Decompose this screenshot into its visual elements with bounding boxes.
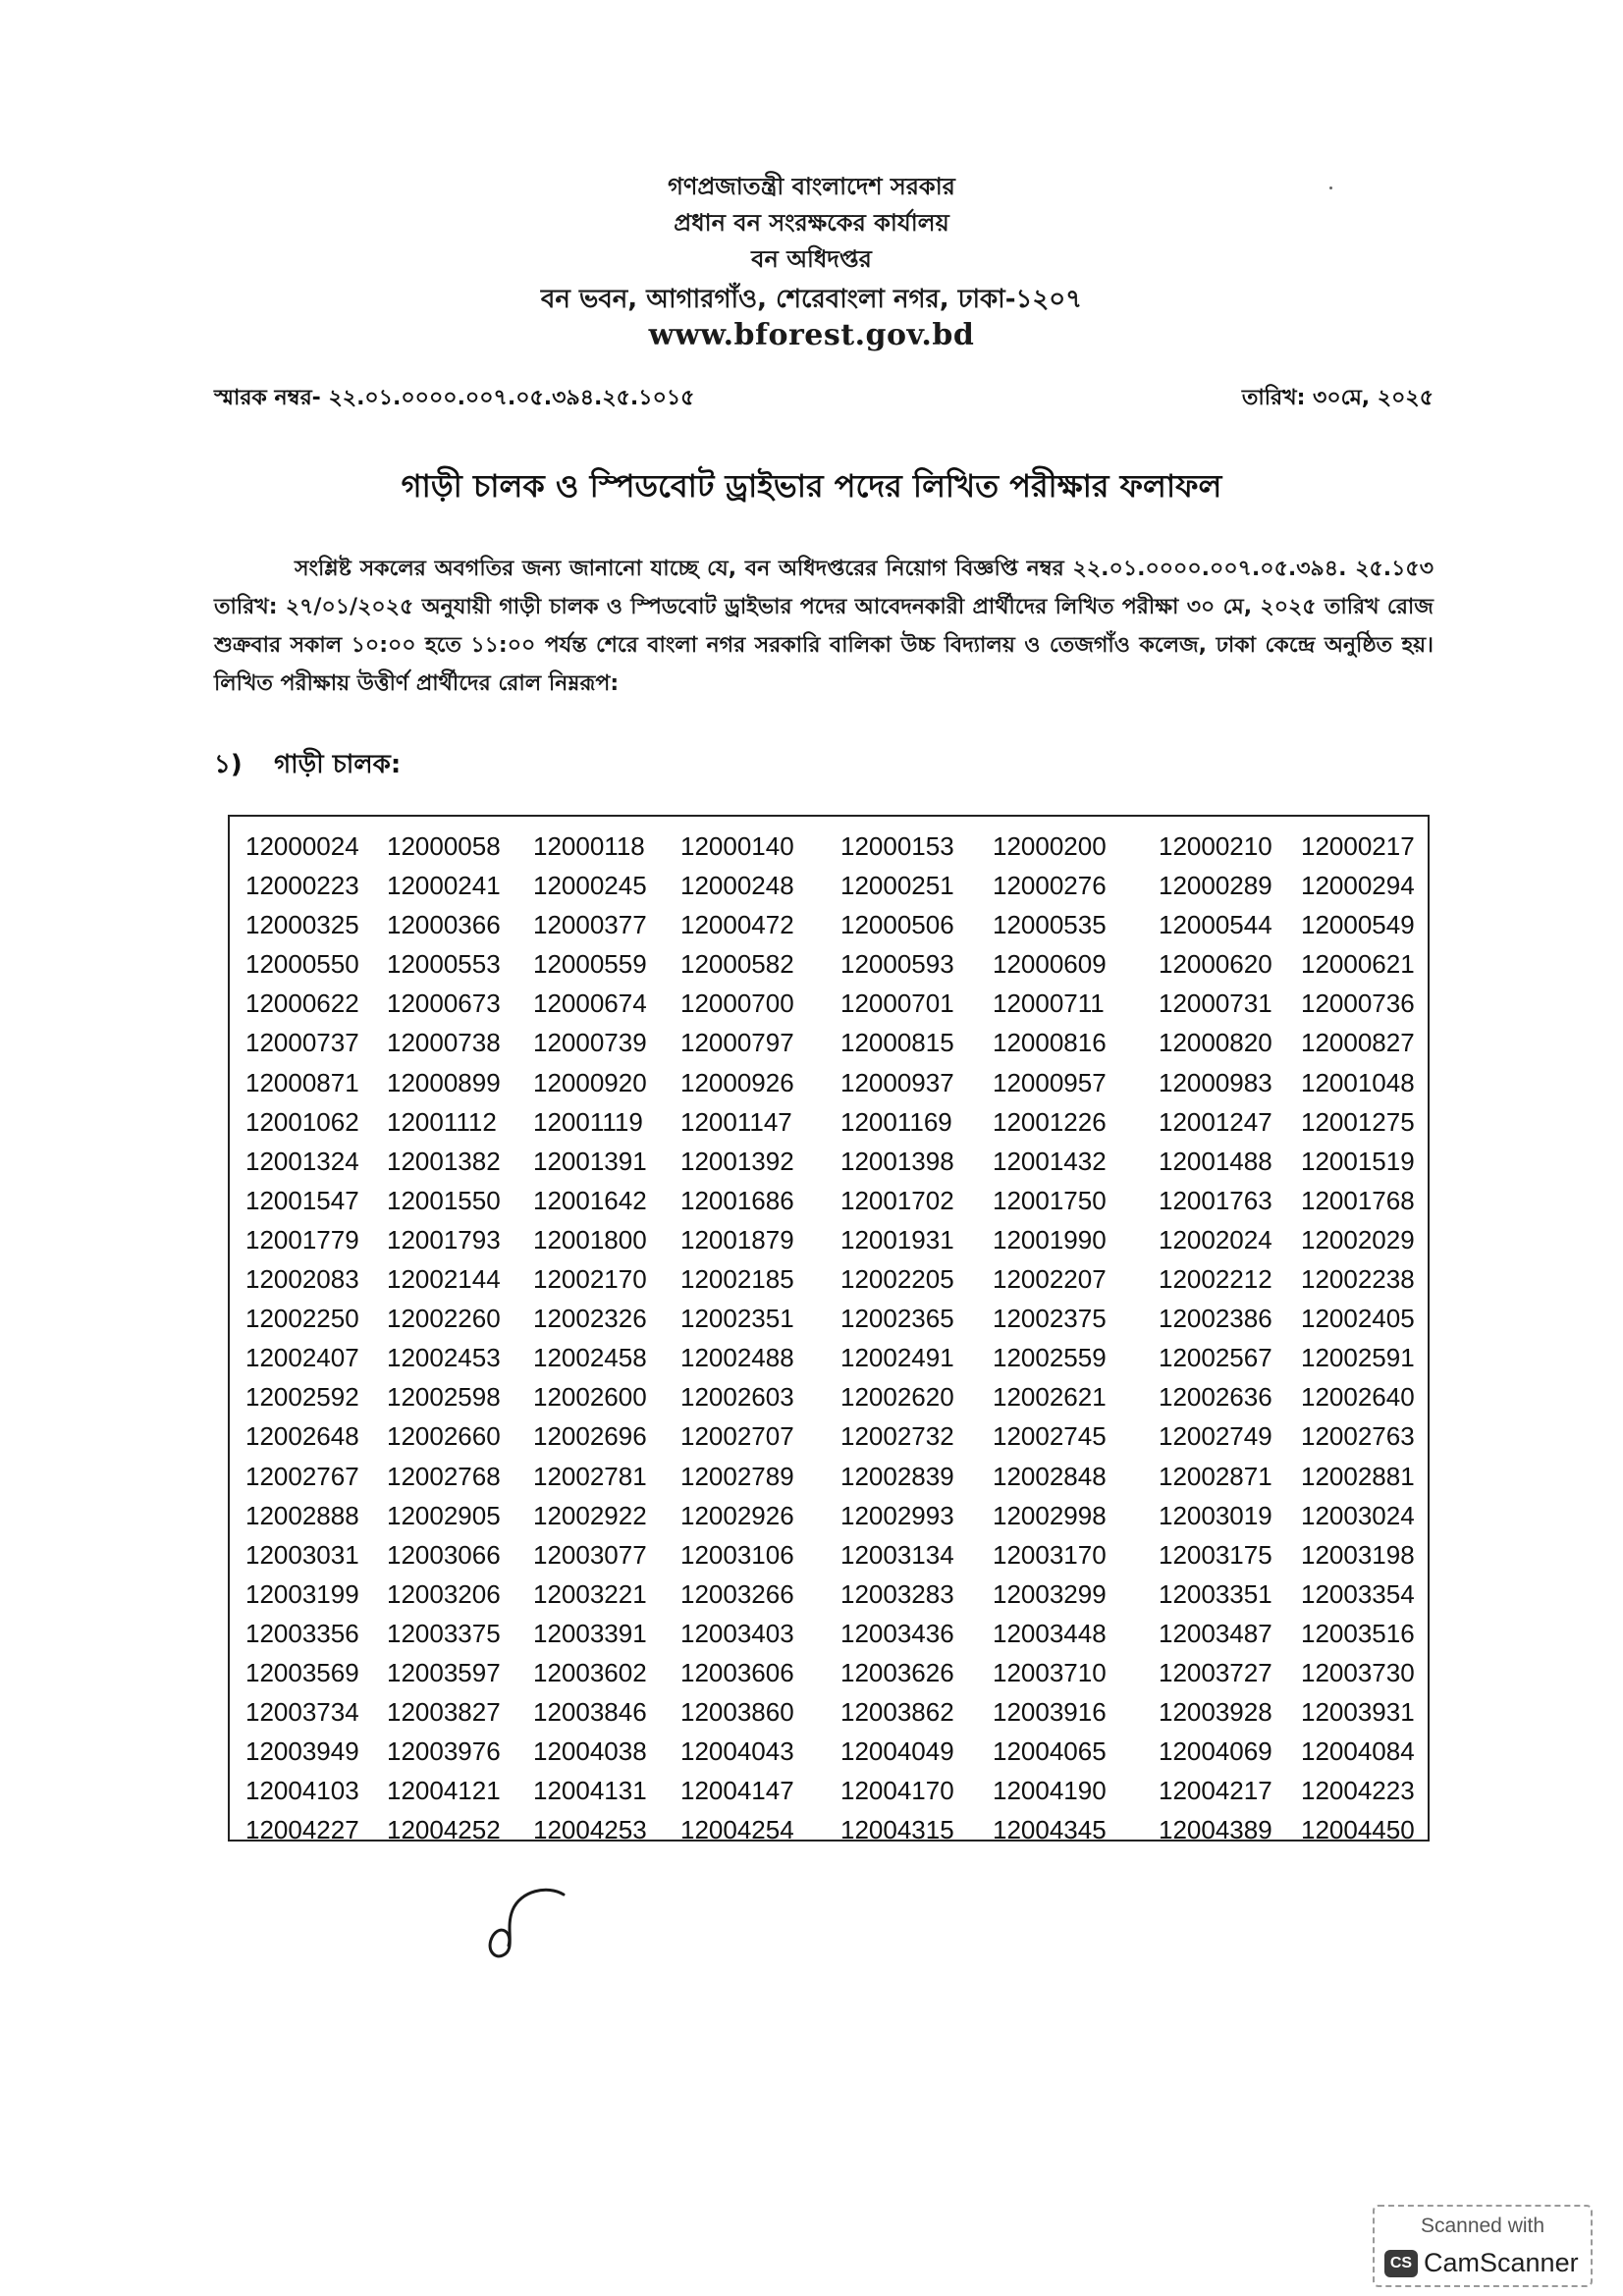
header-government-name: গণপ্রজাতন্ত্রী বাংলাদেশ সরকার <box>668 173 955 200</box>
roll-numbers-table <box>228 815 1430 1845</box>
roll-number-cell: 12004049 <box>840 1736 954 1767</box>
roll-number-cell: 12001793 <box>387 1224 501 1255</box>
roll-number-cell: 12000366 <box>387 910 501 940</box>
roll-number-cell: 12002600 <box>533 1382 647 1413</box>
roll-number-cell: 12004252 <box>387 1815 501 1845</box>
roll-number-cell: 12002993 <box>840 1500 954 1530</box>
roll-number-cell: 12000871 <box>245 1067 359 1097</box>
roll-number-cell: 12004227 <box>245 1815 359 1845</box>
roll-number-cell: 12003283 <box>840 1578 954 1609</box>
roll-number-cell: 12000701 <box>840 988 954 1019</box>
header-address: বন ভবন, আগারগাঁও, শেরেবাংলা নগর, ঢাকা-১২০৭ <box>540 285 1083 314</box>
roll-number-cell: 12004084 <box>1301 1736 1415 1767</box>
header-department-name: বন অধিদপ্তর <box>751 245 872 273</box>
roll-number-cell: 12002660 <box>387 1421 501 1452</box>
roll-number-cell: 12002732 <box>840 1421 954 1452</box>
roll-number-cell: 12002386 <box>1159 1304 1272 1334</box>
roll-number-cell: 12003931 <box>1301 1697 1415 1728</box>
section-label: গাড়ী চালক: <box>274 750 402 779</box>
roll-number-cell: 12003403 <box>680 1618 794 1648</box>
roll-number-cell: 12001048 <box>1301 1067 1415 1097</box>
roll-number-cell: 12000736 <box>1301 988 1415 1019</box>
roll-number-cell: 12002598 <box>387 1382 501 1413</box>
roll-number-cell: 12001931 <box>840 1224 954 1255</box>
roll-number-cell: 12000937 <box>840 1067 954 1097</box>
roll-number-cell: 12003597 <box>387 1657 501 1687</box>
roll-number-cell: 12004217 <box>1159 1776 1272 1806</box>
roll-number-cell: 12004170 <box>840 1776 954 1806</box>
roll-number-cell: 12000549 <box>1301 910 1415 940</box>
roll-number-cell: 12001879 <box>680 1224 794 1255</box>
roll-number-cell: 12002170 <box>533 1264 647 1295</box>
roll-number-cell: 12002881 <box>1301 1461 1415 1491</box>
roll-number-cell: 12002351 <box>680 1304 794 1334</box>
roll-number-cell: 12002848 <box>993 1461 1107 1491</box>
roll-number-cell: 12000620 <box>1159 949 1272 980</box>
roll-number-cell: 12002707 <box>680 1421 794 1452</box>
roll-number-cell: 12001392 <box>680 1146 794 1176</box>
roll-number-cell: 12000245 <box>533 871 647 901</box>
roll-number-cell: 12000472 <box>680 910 794 940</box>
roll-number-cell: 12002375 <box>993 1304 1107 1334</box>
roll-number-cell: 12002185 <box>680 1264 794 1295</box>
roll-number-cell: 12002620 <box>840 1382 954 1413</box>
roll-number-cell: 12002567 <box>1159 1343 1272 1373</box>
roll-number-cell: 12004389 <box>1159 1815 1272 1845</box>
roll-number-cell: 12001547 <box>245 1185 359 1215</box>
roll-number-cell: 12002871 <box>1159 1461 1272 1491</box>
roll-number-cell: 12002559 <box>993 1343 1107 1373</box>
roll-number-cell: 12003860 <box>680 1697 794 1728</box>
roll-number-cell: 12000827 <box>1301 1028 1415 1058</box>
roll-numbers-grid <box>245 827 1424 1849</box>
roll-number-cell: 12003024 <box>1301 1500 1415 1530</box>
roll-number-cell: 12000737 <box>245 1028 359 1058</box>
roll-number-cell: 12002745 <box>993 1421 1107 1452</box>
roll-number-cell: 12001391 <box>533 1146 647 1176</box>
roll-number-cell: 12002207 <box>993 1264 1107 1295</box>
roll-number-cell: 12004315 <box>840 1815 954 1845</box>
roll-number-cell: 12003516 <box>1301 1618 1415 1648</box>
roll-number-cell: 12002636 <box>1159 1382 1272 1413</box>
roll-number-cell: 12000118 <box>533 831 645 861</box>
roll-number-cell: 12004065 <box>993 1736 1107 1767</box>
roll-number-cell: 12002749 <box>1159 1421 1272 1452</box>
roll-number-cell: 12002888 <box>245 1500 359 1530</box>
roll-number-cell: 12004043 <box>680 1736 794 1767</box>
roll-number-cell: 12001768 <box>1301 1185 1415 1215</box>
memo-date: তারিখ: ৩০মে, ২০২৫ <box>1241 386 1434 410</box>
roll-number-cell: 12003106 <box>680 1539 794 1570</box>
roll-number-cell: 12002488 <box>680 1343 794 1373</box>
roll-number-cell: 12002922 <box>533 1500 647 1530</box>
roll-number-cell: 12002212 <box>1159 1264 1272 1295</box>
roll-number-cell: 12000593 <box>840 949 954 980</box>
roll-number-cell: 12003487 <box>1159 1618 1272 1648</box>
roll-number-cell: 12003949 <box>245 1736 359 1767</box>
roll-number-cell: 12001382 <box>387 1146 501 1176</box>
roll-number-cell: 12000738 <box>387 1028 501 1058</box>
roll-number-cell: 12000816 <box>993 1028 1107 1058</box>
roll-number-cell: 12003846 <box>533 1697 647 1728</box>
roll-number-cell: 12003221 <box>533 1578 647 1609</box>
roll-number-cell: 12000325 <box>245 910 359 940</box>
roll-number-cell: 12000673 <box>387 988 501 1019</box>
roll-number-cell: 12000140 <box>680 831 794 861</box>
roll-number-cell: 12003569 <box>245 1657 359 1687</box>
roll-number-cell: 12000223 <box>245 871 359 901</box>
roll-number-cell: 12002405 <box>1301 1304 1415 1334</box>
roll-number-cell: 12000535 <box>993 910 1107 940</box>
roll-number-cell: 12000815 <box>840 1028 954 1058</box>
roll-number-cell: 12003170 <box>993 1539 1107 1570</box>
roll-number-cell: 12002767 <box>245 1461 359 1491</box>
roll-number-cell: 12001147 <box>680 1106 792 1137</box>
roll-number-cell: 12002024 <box>1159 1224 1272 1255</box>
roll-number-cell: 12000241 <box>387 871 501 901</box>
roll-number-cell: 12001800 <box>533 1224 647 1255</box>
roll-number-cell: 12003916 <box>993 1697 1107 1728</box>
roll-number-cell: 12003602 <box>533 1657 647 1687</box>
section-number: ১) <box>214 750 243 779</box>
document-title: গাড়ী চালক ও স্পিডবোট ড্রাইভার পদের লিখিত পরীক্ষার ফলাফল <box>401 467 1222 505</box>
roll-number-cell: 12003827 <box>387 1697 501 1728</box>
roll-number-cell: 12004254 <box>680 1815 794 1845</box>
roll-number-cell: 12000553 <box>387 949 501 980</box>
roll-number-cell: 12001324 <box>245 1146 359 1176</box>
roll-number-cell: 12000248 <box>680 871 794 901</box>
roll-number-cell: 12002205 <box>840 1264 954 1295</box>
roll-number-cell: 12002238 <box>1301 1264 1415 1295</box>
roll-number-cell: 12001642 <box>533 1185 647 1215</box>
roll-number-cell: 12002768 <box>387 1461 501 1491</box>
roll-number-cell: 12004069 <box>1159 1736 1272 1767</box>
roll-number-cell: 12002926 <box>680 1500 794 1530</box>
roll-number-cell: 12002458 <box>533 1343 647 1373</box>
roll-number-cell: 12000294 <box>1301 871 1415 901</box>
handwritten-signature <box>479 1881 587 1973</box>
roll-number-cell: 12002648 <box>245 1421 359 1452</box>
roll-number-cell: 12000200 <box>993 831 1107 861</box>
roll-number-cell: 12002696 <box>533 1421 647 1452</box>
roll-number-cell: 12003299 <box>993 1578 1107 1609</box>
roll-number-cell: 12003066 <box>387 1539 501 1570</box>
roll-number-cell: 12000739 <box>533 1028 647 1058</box>
roll-number-cell: 12001275 <box>1301 1106 1415 1137</box>
roll-number-cell: 12003928 <box>1159 1697 1272 1728</box>
roll-number-cell: 12003626 <box>840 1657 954 1687</box>
roll-number-cell: 12003356 <box>245 1618 359 1648</box>
section-heading <box>214 744 401 787</box>
roll-number-cell: 12001169 <box>840 1106 952 1137</box>
roll-number-cell: 12000210 <box>1159 831 1272 861</box>
roll-number-cell: 12002260 <box>387 1304 501 1334</box>
roll-number-cell: 12004190 <box>993 1776 1107 1806</box>
memo-number: স্মারক নম্বর- ২২.০১.০০০০.০০৭.০৫.৩৯৪.২৫.১০১৫ <box>214 386 695 410</box>
roll-number-cell: 12002839 <box>840 1461 954 1491</box>
roll-number-cell: 12003077 <box>533 1539 647 1570</box>
roll-number-cell: 12001779 <box>245 1224 359 1255</box>
roll-number-cell: 12003976 <box>387 1736 501 1767</box>
roll-number-cell: 12003198 <box>1301 1539 1415 1570</box>
roll-number-cell: 12002365 <box>840 1304 954 1334</box>
header-office-name: প্রধান বন সংরক্ষকের কার্যালয় <box>674 209 949 237</box>
roll-number-cell: 12000544 <box>1159 910 1272 940</box>
roll-number-cell: 12002491 <box>840 1343 954 1373</box>
roll-number-cell: 12003266 <box>680 1578 794 1609</box>
roll-number-cell: 12002407 <box>245 1343 359 1373</box>
roll-number-cell: 12001398 <box>840 1146 954 1176</box>
roll-number-cell: 12003734 <box>245 1697 359 1728</box>
roll-number-cell: 12003862 <box>840 1697 954 1728</box>
roll-number-cell: 12000024 <box>245 831 359 861</box>
roll-number-cell: 12000506 <box>840 910 954 940</box>
roll-number-cell: 12001112 <box>387 1106 497 1137</box>
roll-number-cell: 12004345 <box>993 1815 1107 1845</box>
roll-number-cell: 12003175 <box>1159 1539 1272 1570</box>
roll-number-cell: 12002453 <box>387 1343 501 1373</box>
roll-number-cell: 12002763 <box>1301 1421 1415 1452</box>
roll-number-cell: 12002603 <box>680 1382 794 1413</box>
roll-number-cell: 12002592 <box>245 1382 359 1413</box>
roll-number-cell: 12000289 <box>1159 871 1272 901</box>
roll-number-cell: 12000276 <box>993 871 1107 901</box>
roll-number-cell: 12000153 <box>840 831 954 861</box>
roll-number-cell: 12003031 <box>245 1539 359 1570</box>
roll-number-cell: 12002621 <box>993 1382 1107 1413</box>
camscanner-logo-icon: CS <box>1384 2250 1418 2277</box>
scanned-with-text: Scanned with <box>1420 2215 1545 2237</box>
roll-number-cell: 12000550 <box>245 949 359 980</box>
roll-number-cell: 12000711 <box>993 988 1105 1019</box>
roll-number-cell: 12003019 <box>1159 1500 1272 1530</box>
roll-number-cell: 12002591 <box>1301 1343 1415 1373</box>
roll-number-cell: 12002083 <box>245 1264 359 1295</box>
roll-number-cell: 12003436 <box>840 1618 954 1648</box>
roll-number-cell: 12000820 <box>1159 1028 1272 1058</box>
roll-number-cell: 12001686 <box>680 1185 794 1215</box>
roll-number-cell: 12002998 <box>993 1500 1107 1530</box>
roll-number-cell: 12001488 <box>1159 1146 1272 1176</box>
roll-number-cell: 12004131 <box>533 1776 647 1806</box>
roll-number-cell: 12004253 <box>533 1815 647 1845</box>
camscanner-watermark <box>1373 2205 1593 2287</box>
roll-number-cell: 12000700 <box>680 988 794 1019</box>
roll-number-cell: 12003354 <box>1301 1578 1415 1609</box>
roll-number-cell: 12001226 <box>993 1106 1107 1137</box>
roll-number-cell: 12002326 <box>533 1304 647 1334</box>
roll-number-cell: 12001750 <box>993 1185 1107 1215</box>
roll-number-cell: 12003134 <box>840 1539 954 1570</box>
roll-number-cell: 12000899 <box>387 1067 501 1097</box>
roll-number-cell: 12000377 <box>533 910 647 940</box>
roll-number-cell: 12000058 <box>387 831 501 861</box>
roll-number-cell: 12003448 <box>993 1618 1107 1648</box>
roll-number-cell: 12003606 <box>680 1657 794 1687</box>
roll-number-cell: 12000217 <box>1301 831 1415 861</box>
body-paragraph: সংশ্লিষ্ট সকলের অবগতির জন্য জানানো যাচ্ছে যে, বন অধিদপ্তরের নিয়োগ বিজ্ঞপ্তি নম্বর ২২.০১.০০০০.০০৭.০৫.৩৯৪. ২৫.১৫৩ তারিখ: ২৭/০১/২০২৫ অনুযায়ী গাড়ী চালক ও স্পিডবোট ড্রাইভার পদের আবেদনকারী প্রার্থীদের লিখিত পরীক্ষা ৩০ মে, ২০২৫ তারিখ রোজ শুক্রবার সকাল ১০:০০ হতে ১১:০০ পর্যন্ত শেরে বাংলা নগর সরকারি বালিকা উচ্চ বিদ্যালয় ও তেজগাঁও কলেজ, ঢাকা কেন্দ্রে অনুষ্ঠিত হয়। লিখিত পরীক্ষায় উত্তীর্ণ প্রার্থীদের রোল নিম্নরূপ: <box>214 557 1434 696</box>
roll-number-cell: 12000926 <box>680 1067 794 1097</box>
roll-number-cell: 12001763 <box>1159 1185 1272 1215</box>
roll-number-cell: 12003351 <box>1159 1578 1272 1609</box>
roll-number-cell: 12000983 <box>1159 1067 1272 1097</box>
roll-number-cell: 12000621 <box>1301 949 1415 980</box>
roll-number-cell: 12000797 <box>680 1028 794 1058</box>
roll-number-cell: 12003727 <box>1159 1657 1272 1687</box>
roll-number-cell: 12000582 <box>680 949 794 980</box>
roll-number-cell: 12002789 <box>680 1461 794 1491</box>
roll-number-cell: 12004223 <box>1301 1776 1415 1806</box>
roll-number-cell: 12000609 <box>993 949 1107 980</box>
roll-number-cell: 12004103 <box>245 1776 359 1806</box>
roll-number-cell: 12003375 <box>387 1618 501 1648</box>
roll-number-cell: 12003391 <box>533 1618 647 1648</box>
roll-number-cell: 12003730 <box>1301 1657 1415 1687</box>
roll-number-cell: 12002640 <box>1301 1382 1415 1413</box>
roll-number-cell: 12003710 <box>993 1657 1107 1687</box>
roll-number-cell: 12001247 <box>1159 1106 1272 1137</box>
roll-number-cell: 12000957 <box>993 1067 1107 1097</box>
roll-number-cell: 12004121 <box>387 1776 501 1806</box>
roll-number-cell: 12001702 <box>840 1185 954 1215</box>
roll-number-cell: 12003199 <box>245 1578 359 1609</box>
roll-number-cell: 12001119 <box>533 1106 643 1137</box>
roll-number-cell: 12001990 <box>993 1224 1107 1255</box>
roll-number-cell: 12002029 <box>1301 1224 1415 1255</box>
roll-number-cell: 12000251 <box>840 871 954 901</box>
roll-number-cell: 12000559 <box>533 949 647 980</box>
roll-number-cell: 12004147 <box>680 1776 794 1806</box>
roll-number-cell: 12004038 <box>533 1736 647 1767</box>
roll-number-cell: 12002250 <box>245 1304 359 1334</box>
roll-number-cell: 12003206 <box>387 1578 501 1609</box>
roll-number-cell: 12002144 <box>387 1264 501 1295</box>
roll-number-cell: 12002905 <box>387 1500 501 1530</box>
roll-number-cell: 12002781 <box>533 1461 647 1491</box>
roll-number-cell: 12000920 <box>533 1067 647 1097</box>
roll-number-cell: 12000731 <box>1159 988 1272 1019</box>
roll-number-cell: 12000674 <box>533 988 647 1019</box>
roll-number-cell: 12001432 <box>993 1146 1107 1176</box>
camscanner-brand-text: CamScanner <box>1424 2248 1579 2277</box>
roll-number-cell: 12001550 <box>387 1185 501 1215</box>
roll-number-cell: 12000622 <box>245 988 359 1019</box>
roll-number-cell: 12001519 <box>1301 1146 1415 1176</box>
header-website: www.bforest.gov.bd <box>648 318 975 352</box>
roll-number-cell: 12004450 <box>1301 1815 1415 1845</box>
roll-number-cell: 12001062 <box>245 1106 359 1137</box>
